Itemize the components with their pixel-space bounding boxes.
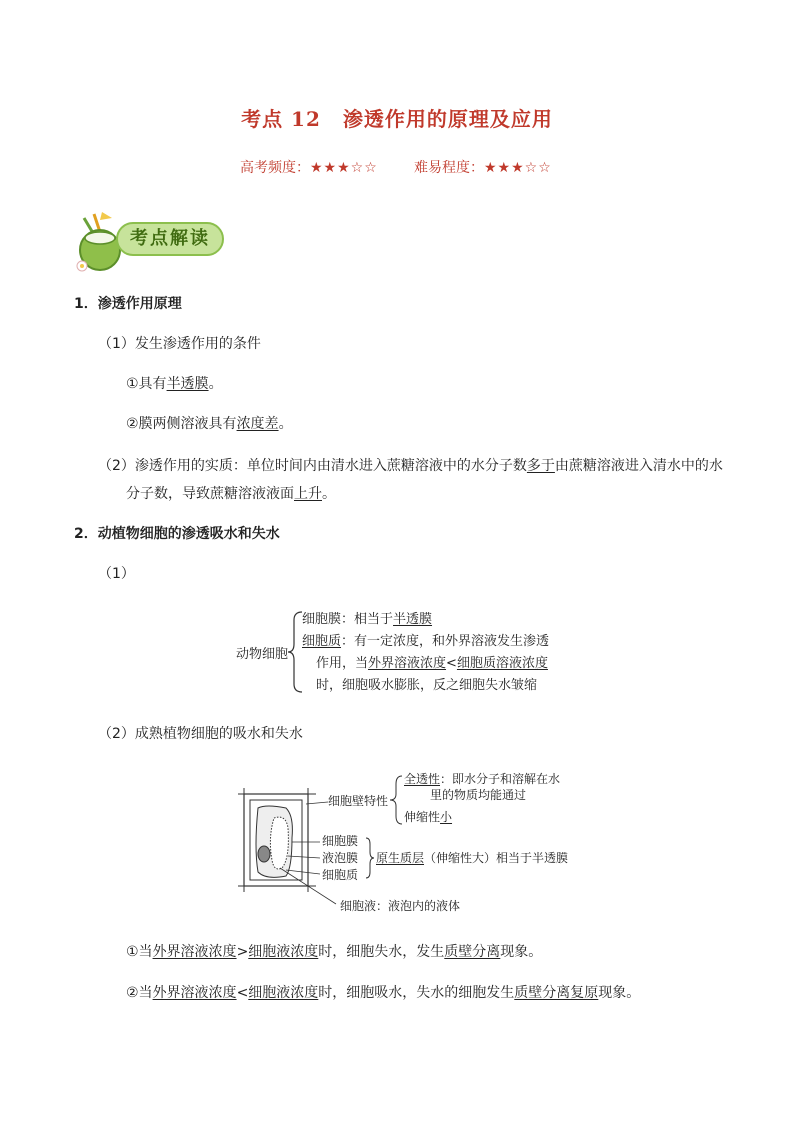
animal-root-label: 动物细胞 (236, 647, 289, 662)
sub2-underlined-1: 多于 (526, 458, 555, 474)
permeability-line1 (404, 772, 560, 787)
item1-end: 。 (208, 376, 223, 392)
c2-underlined-2: 细胞液浓度 (248, 985, 319, 1001)
difficulty-label: 难易程度： (414, 160, 484, 176)
sub2-text-a: （2）渗透作用的实质：单位时间内由清水进入蔗糖溶液中的水分子数 (98, 458, 527, 474)
section1-heading: 1．渗透作用原理 (74, 296, 182, 312)
protoplast-line (376, 851, 568, 866)
c1-underlined-1: 外界溶液浓度 (152, 944, 237, 960)
item2-underlined: 浓度差 (236, 416, 279, 432)
animal-l3-text: 作用，当 (316, 656, 369, 671)
item1-underlined: 半透膜 (166, 376, 209, 392)
cytoplasm-label: 细胞质 (322, 868, 359, 882)
title-main: 渗透作用的原理及应用 (342, 107, 553, 131)
c2-end: 现象。 (598, 985, 641, 1001)
frequency-rating (240, 157, 378, 177)
animal-l1-underlined: 半透膜 (393, 612, 433, 627)
c2-pre: ②当 (126, 985, 153, 1001)
section1-sub2-line2 (126, 484, 336, 504)
cell-wall-label: 细胞壁特性 (328, 794, 389, 808)
protoplast-underlined: 原生质层 (376, 851, 425, 865)
permeability-text1: ：即水分子和溶解在水 (440, 772, 561, 786)
title-prefix: 考点 12 (241, 107, 321, 131)
section-badge (72, 208, 232, 272)
c1-gt: > (236, 944, 249, 960)
stretch-underlined: 小 (440, 810, 453, 824)
condition-1 (126, 942, 542, 962)
c2-text: 时，细胞吸水，失水的细胞发生 (318, 985, 515, 1001)
section1-sub1: （1）发生渗透作用的条件 (98, 336, 261, 352)
c1-underlined-2: 细胞液浓度 (248, 944, 319, 960)
section1-item2 (126, 414, 293, 434)
c1-end: 现象。 (500, 944, 543, 960)
section2-sub2: （2）成熟植物细胞的吸水和失水 (98, 726, 303, 742)
difficulty-rating (414, 157, 552, 177)
protoplast-text: （伸缩性大）相当于半透膜 (424, 851, 569, 865)
animal-cell-diagram (236, 608, 576, 698)
item2-end: 。 (278, 416, 293, 432)
section2-sub1: （1） (98, 566, 135, 582)
animal-l2-underlined: 细胞质 (302, 634, 342, 649)
section1-item1 (126, 374, 223, 394)
c2-underlined-1: 外界溶液浓度 (152, 985, 237, 1001)
animal-line3 (316, 654, 548, 673)
section2-heading: 2．动植物细胞的渗透吸水和失水 (74, 526, 280, 542)
animal-l1-text: 细胞膜：相当于 (302, 612, 394, 627)
badge-label: 考点解读 (116, 222, 224, 256)
cell-sap-label: 细胞液：液泡内的液体 (340, 899, 461, 913)
sub2-underlined-2: 上升 (294, 486, 322, 502)
frequency-stars: ★★★☆☆ (310, 160, 378, 176)
animal-l3-underlined-2: 细胞质溶液浓度 (456, 656, 548, 671)
difficulty-stars: ★★★☆☆ (484, 160, 552, 176)
stretch-line (404, 810, 452, 825)
c1-underlined-3: 质壁分离 (444, 944, 501, 960)
item2-text: ②膜两侧溶液具有 (126, 416, 237, 432)
stretch-text: 伸缩性 (404, 810, 441, 824)
animal-l3-underlined-1: 外界溶液浓度 (368, 656, 447, 671)
c2-underlined-3: 质壁分离复原 (514, 985, 599, 1001)
c1-pre: ①当 (126, 944, 153, 960)
sub2-text-b: 由蔗糖溶液进入清水中的水 (554, 458, 723, 474)
condition-2 (126, 983, 640, 1003)
item1-text: ①具有 (126, 376, 167, 392)
c1-text: 时，细胞失水，发生 (318, 944, 445, 960)
sub2-text-c: 分子数，导致蔗糖溶液液面 (126, 486, 294, 502)
animal-line4: 时，细胞吸水膨胀，反之细胞失水皱缩 (316, 678, 538, 693)
animal-line1 (302, 610, 432, 629)
permeability-line2: 里的物质均能通过 (430, 788, 527, 802)
sub2-text-d: 。 (322, 486, 336, 502)
page-title (0, 103, 794, 132)
permeability-underlined: 全透性 (404, 772, 441, 786)
c2-lt: < (236, 985, 249, 1001)
section1-sub2-line1 (98, 456, 723, 476)
animal-l3-lt: < (446, 656, 457, 671)
cell-membrane-label: 细胞膜 (322, 834, 359, 848)
animal-line2 (302, 632, 549, 651)
animal-l2-text: ：有一定浓度，和外界溶液发生渗透 (341, 634, 550, 649)
frequency-label: 高考频度： (240, 160, 310, 176)
plant-cell-diagram (236, 768, 569, 918)
vacuole-membrane-label: 液泡膜 (322, 851, 359, 865)
